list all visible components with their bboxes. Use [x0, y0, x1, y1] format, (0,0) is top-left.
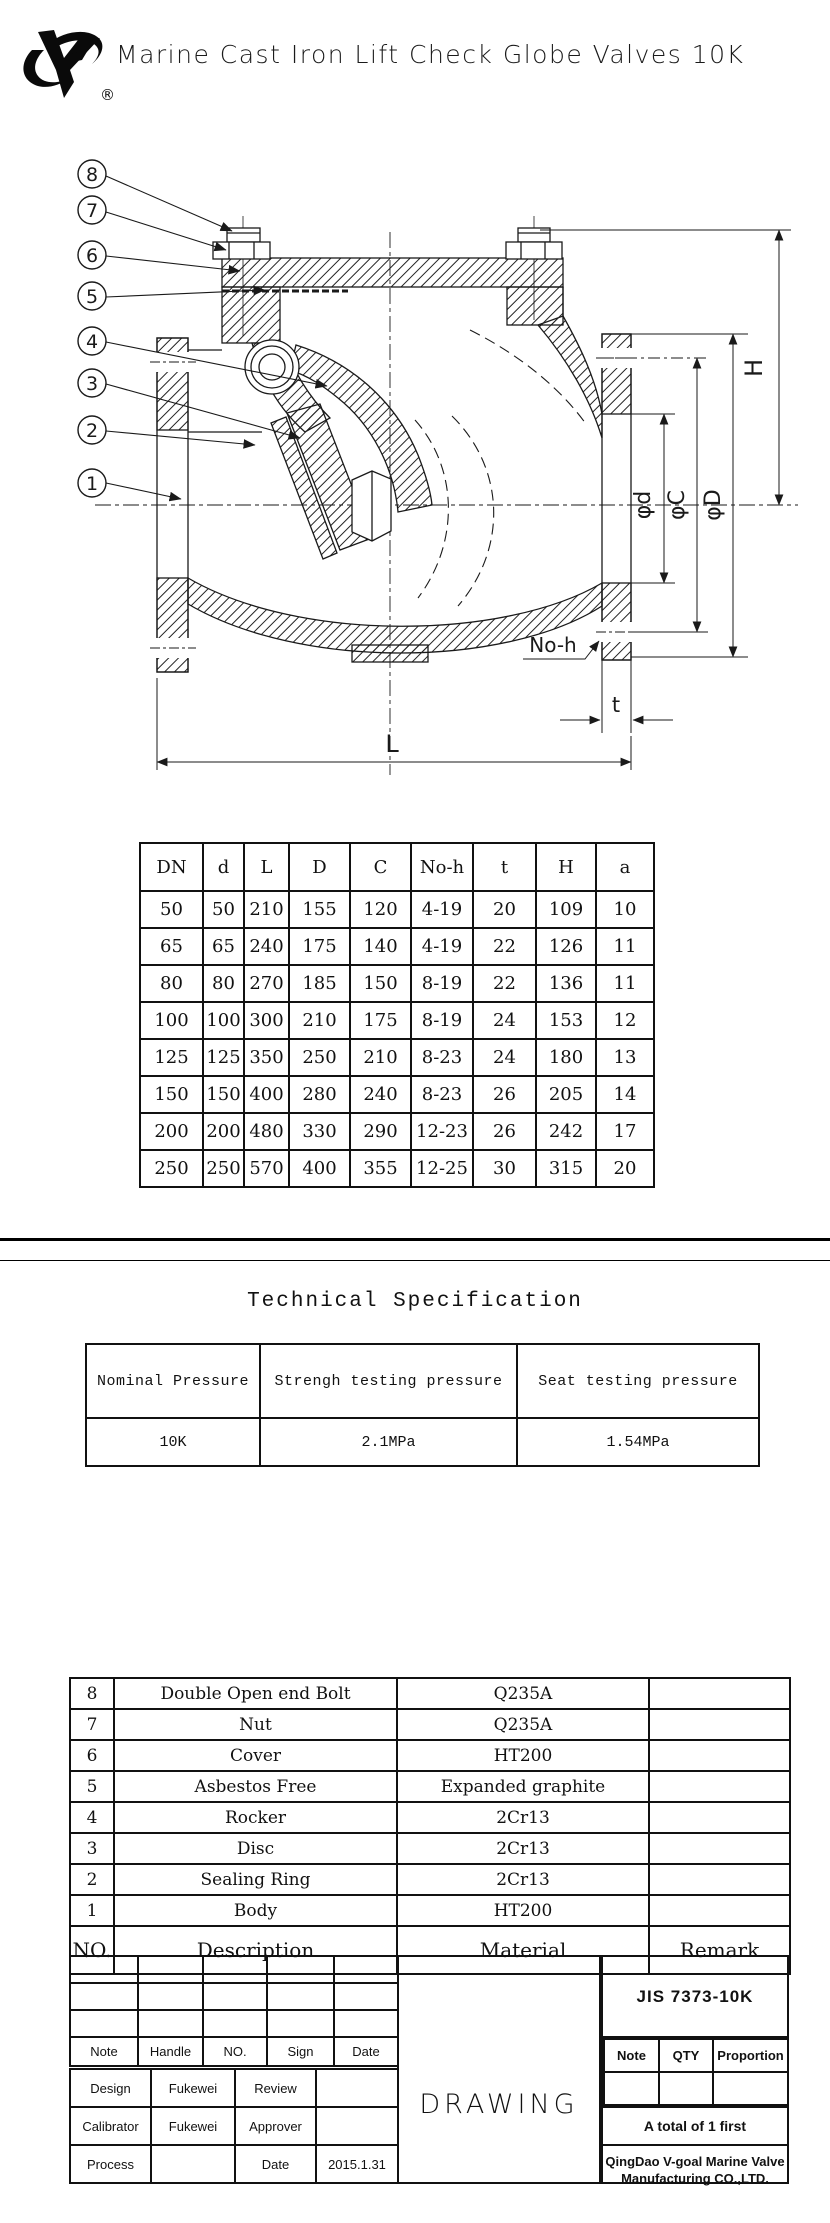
dim-value-cell: 12-25: [411, 1150, 473, 1187]
revision-empty-cell: [70, 1956, 138, 1983]
flow-dashed-arcs: [415, 330, 586, 606]
revision-empty-row: [70, 2010, 398, 2037]
dim-col-header: d: [203, 843, 244, 891]
dim-value-row: [140, 1039, 654, 1076]
dim-value-cell: 17: [596, 1113, 654, 1150]
dim-col-header: No-h: [411, 843, 473, 891]
signature-grid: [69, 2068, 399, 2184]
dimension-table: [139, 842, 655, 1188]
dim-value-cell: 20: [473, 891, 536, 928]
tech-spec-value-row: [86, 1418, 759, 1466]
dim-value-cell: 175: [289, 928, 350, 965]
dim-value-cell: 125: [140, 1039, 203, 1076]
revision-empty-row: [70, 1956, 398, 1983]
dim-value-cell: 125: [203, 1039, 244, 1076]
part-row: [70, 1771, 790, 1802]
dim-value-cell: 100: [140, 1002, 203, 1039]
revision-empty-cell: [138, 1983, 203, 2010]
dim-value-row: [140, 965, 654, 1002]
part-cell: 8: [70, 1678, 114, 1709]
dim-value-cell: 175: [350, 1002, 411, 1039]
spec-value: 1.54MPa: [517, 1418, 759, 1466]
dim-value-cell: 4-19: [411, 891, 473, 928]
dim-value-cell: 400: [244, 1076, 289, 1113]
dim-value-row: [140, 1150, 654, 1187]
dim-label-phi-C: φC: [665, 490, 690, 520]
qty-proportion-grid: [603, 2038, 787, 2108]
dim-value-cell: 300: [244, 1002, 289, 1039]
dim-value-cell: 120: [350, 891, 411, 928]
dim-value-cell: 210: [350, 1039, 411, 1076]
callout-2: 2: [85, 420, 99, 442]
part-cell: Double Open end Bolt: [114, 1678, 397, 1709]
dim-value-cell: 153: [536, 1002, 596, 1039]
dim-value-cell: 126: [536, 928, 596, 965]
company-name-line2: Manufacturing CO.,LTD.: [621, 2171, 769, 2186]
part-cell: Nut: [114, 1709, 397, 1740]
dim-value-row: [140, 1113, 654, 1150]
dim-value-cell: 8-19: [411, 1002, 473, 1039]
dim-value-cell: 30: [473, 1150, 536, 1187]
callout-5: 5: [85, 286, 99, 308]
part-cell: 2: [70, 1864, 114, 1895]
signature-row: [70, 2145, 398, 2183]
dim-value-cell: 210: [244, 891, 289, 928]
parts-header-cell: Remark: [649, 1926, 790, 1974]
part-cell: Rocker: [114, 1802, 397, 1833]
part-row: [70, 1833, 790, 1864]
tech-spec-table: [85, 1343, 760, 1467]
part-cell: [649, 1833, 790, 1864]
signature-cell: Review: [235, 2069, 316, 2107]
part-cell: Body: [114, 1895, 397, 1926]
part-cell: Cover: [114, 1740, 397, 1771]
dim-value-cell: 11: [596, 928, 654, 965]
part-cell: [649, 1802, 790, 1833]
qty-proportion-empty-row: [604, 2072, 788, 2105]
dim-col-header: L: [244, 843, 289, 891]
dim-label-L: L: [385, 730, 399, 758]
dim-value-cell: 14: [596, 1076, 654, 1113]
tech-spec-header-row: [86, 1344, 759, 1418]
part-row: [70, 1709, 790, 1740]
part-cell: 7: [70, 1709, 114, 1740]
part-cell: 2Cr13: [397, 1864, 649, 1895]
dim-value-cell: 155: [289, 891, 350, 928]
dim-value-cell: 270: [244, 965, 289, 1002]
tech-spec-title: Technical Specification: [247, 1290, 583, 1313]
parts-header-cell: Description: [114, 1926, 397, 1974]
revision-empty-cell: [203, 1956, 267, 1983]
dim-value-cell: 109: [536, 891, 596, 928]
dim-value-cell: 250: [289, 1039, 350, 1076]
dim-value-cell: 240: [244, 928, 289, 965]
dim-value-cell: 150: [140, 1076, 203, 1113]
dim-value-cell: 50: [140, 891, 203, 928]
part-cell: Sealing Ring: [114, 1864, 397, 1895]
parts-header-cell: NO.: [70, 1926, 114, 1974]
revision-empty-cell: [203, 2010, 267, 2037]
part-cell: [649, 1895, 790, 1926]
part-row: [70, 1802, 790, 1833]
signature-row: [70, 2107, 398, 2145]
part-cell: 3: [70, 1833, 114, 1864]
dim-value-cell: 242: [536, 1113, 596, 1150]
part-cell: [649, 1864, 790, 1895]
dim-value-row: [140, 1076, 654, 1113]
company-name: [603, 2146, 787, 2194]
dim-value-cell: 480: [244, 1113, 289, 1150]
part-cell: [649, 1740, 790, 1771]
revision-empty-cell: [267, 1956, 334, 1983]
dim-value-cell: 355: [350, 1150, 411, 1187]
revision-header-cell: Sign: [267, 2037, 334, 2066]
signature-cell: Approver: [235, 2107, 316, 2145]
part-cell: 2Cr13: [397, 1802, 649, 1833]
dim-value-cell: 4-19: [411, 928, 473, 965]
drawing-label-cell: [397, 1955, 601, 2184]
dim-value-cell: 350: [244, 1039, 289, 1076]
company-name-line1: QingDao V-goal Marine Valve: [605, 2154, 785, 2169]
qty-empty: [604, 2072, 659, 2105]
revision-empty-cell: [70, 1983, 138, 2010]
dim-value-cell: 22: [473, 965, 536, 1002]
dim-value-cell: 400: [289, 1150, 350, 1187]
divider-thick: [0, 1238, 830, 1241]
parts-list-table: [69, 1677, 791, 1975]
sheet-total-note: A total of 1 first: [603, 2108, 787, 2146]
callout-6: 6: [85, 245, 99, 267]
dim-value-cell: 22: [473, 928, 536, 965]
dim-value-cell: 180: [536, 1039, 596, 1076]
dim-value-cell: 240: [350, 1076, 411, 1113]
part-cell: 4: [70, 1802, 114, 1833]
cover-section: [222, 258, 563, 343]
dim-value-cell: 250: [203, 1150, 244, 1187]
dim-value-cell: 200: [140, 1113, 203, 1150]
parts-header-cell: Material: [397, 1926, 649, 1974]
dim-value-row: [140, 891, 654, 928]
revision-empty-row: [70, 1983, 398, 2010]
revision-empty-cell: [138, 2010, 203, 2037]
dim-value-cell: 100: [203, 1002, 244, 1039]
qty-header: Proportion: [713, 2039, 788, 2072]
signature-cell: Design: [70, 2069, 151, 2107]
part-row: [70, 1678, 790, 1709]
part-cell: 2Cr13: [397, 1833, 649, 1864]
dim-col-header: a: [596, 843, 654, 891]
part-cell: Q235A: [397, 1678, 649, 1709]
page-title: Marine Cast Iron Lift Check Globe Valves 10K: [116, 40, 745, 69]
dim-col-header: DN: [140, 843, 203, 891]
signature-cell: Fukewei: [151, 2107, 235, 2145]
registered-trademark: ®: [100, 86, 115, 104]
part-cell: [649, 1678, 790, 1709]
part-cell: Asbestos Free: [114, 1771, 397, 1802]
spec-value: 2.1MPa: [260, 1418, 517, 1466]
dim-value-cell: 80: [140, 965, 203, 1002]
part-row: [70, 1740, 790, 1771]
qty-proportion-header-row: [604, 2039, 788, 2072]
part-row: [70, 1864, 790, 1895]
dim-value-cell: 136: [536, 965, 596, 1002]
dim-value-row: [140, 928, 654, 965]
drawing-label: DRAWING: [419, 2089, 579, 2120]
revision-empty-cell: [334, 1983, 398, 2010]
dim-value-cell: 210: [289, 1002, 350, 1039]
dim-value-cell: 24: [473, 1002, 536, 1039]
dim-col-header: t: [473, 843, 536, 891]
dimension-table-header-row: [140, 843, 654, 891]
signature-cell: 2015.1.31: [316, 2145, 398, 2183]
dim-value-cell: 13: [596, 1039, 654, 1076]
dim-value-cell: 11: [596, 965, 654, 1002]
revision-empty-cell: [334, 1956, 398, 1983]
dim-value-cell: 26: [473, 1076, 536, 1113]
revision-empty-cell: [70, 2010, 138, 2037]
dim-value-cell: 330: [289, 1113, 350, 1150]
qty-empty: [713, 2072, 788, 2105]
callout-1: 1: [85, 473, 99, 495]
dim-value-cell: 20: [596, 1150, 654, 1187]
dim-col-header: H: [536, 843, 596, 891]
rocker-disc-assembly: [245, 340, 432, 559]
revision-grid: [69, 1955, 399, 2067]
revision-empty-cell: [203, 1983, 267, 2010]
dim-value-cell: 205: [536, 1076, 596, 1113]
dim-label-No-h: No-h: [529, 633, 577, 657]
revision-header-cell: Handle: [138, 2037, 203, 2066]
callout-8: 8: [85, 164, 99, 186]
standard-code: JIS 7373-10K: [603, 1957, 787, 2038]
dim-label-t: t: [611, 693, 621, 717]
spec-col-header: Strengh testing pressure: [260, 1344, 517, 1418]
dim-value-cell: 10: [596, 891, 654, 928]
dim-value-cell: 200: [203, 1113, 244, 1150]
dim-col-header: D: [289, 843, 350, 891]
revision-empty-cell: [267, 2010, 334, 2037]
signature-cell: Process: [70, 2145, 151, 2183]
part-cell: [649, 1771, 790, 1802]
spec-value: 10K: [86, 1418, 260, 1466]
callout-7: 7: [85, 200, 99, 222]
qty-header: Note: [604, 2039, 659, 2072]
qty-empty: [659, 2072, 713, 2105]
dim-value-cell: 8-23: [411, 1039, 473, 1076]
signature-cell: Calibrator: [70, 2107, 151, 2145]
signature-cell: Fukewei: [151, 2069, 235, 2107]
signature-row: [70, 2069, 398, 2107]
revision-header-row: [70, 2037, 398, 2066]
dim-value-cell: 26: [473, 1113, 536, 1150]
revision-header-cell: Date: [334, 2037, 398, 2066]
part-cell: 6: [70, 1740, 114, 1771]
signature-cell: [151, 2145, 235, 2183]
divider-thin: [0, 1260, 830, 1261]
revision-header-cell: Note: [70, 2037, 138, 2066]
dim-value-cell: 185: [289, 965, 350, 1002]
signature-cell: [316, 2069, 398, 2107]
dim-value-cell: 8-19: [411, 965, 473, 1002]
dim-value-cell: 65: [140, 928, 203, 965]
dim-value-cell: 24: [473, 1039, 536, 1076]
dim-value-cell: 315: [536, 1150, 596, 1187]
dim-value-cell: 280: [289, 1076, 350, 1113]
dim-value-cell: 12: [596, 1002, 654, 1039]
dim-value-cell: 250: [140, 1150, 203, 1187]
callout-4: 4: [85, 331, 99, 353]
dim-value-cell: 12-23: [411, 1113, 473, 1150]
part-row: [70, 1895, 790, 1926]
dim-value-cell: 65: [203, 928, 244, 965]
dim-label-phi-D: φD: [701, 489, 726, 521]
dim-value-row: [140, 1002, 654, 1039]
part-cell: 5: [70, 1771, 114, 1802]
part-cell: HT200: [397, 1895, 649, 1926]
dim-label-phi-d: φd: [631, 490, 656, 520]
dim-value-cell: 290: [350, 1113, 411, 1150]
revision-empty-cell: [138, 1956, 203, 1983]
revision-header-cell: NO.: [203, 2037, 267, 2066]
dim-value-cell: 140: [350, 928, 411, 965]
part-cell: 1: [70, 1895, 114, 1926]
spec-col-header: Seat testing pressure: [517, 1344, 759, 1418]
dim-value-cell: 8-23: [411, 1076, 473, 1113]
dim-value-cell: 570: [244, 1150, 289, 1187]
part-cell: HT200: [397, 1740, 649, 1771]
dim-value-cell: 150: [203, 1076, 244, 1113]
spec-col-header: Nominal Pressure: [86, 1344, 260, 1418]
valve-cross-section-drawing: [0, 90, 830, 840]
qty-header: QTY: [659, 2039, 713, 2072]
part-cell: Expanded graphite: [397, 1771, 649, 1802]
signature-cell: [316, 2107, 398, 2145]
part-cell: [649, 1709, 790, 1740]
dim-value-cell: 150: [350, 965, 411, 1002]
dim-col-header: C: [350, 843, 411, 891]
dim-value-cell: 80: [203, 965, 244, 1002]
title-block-right: [601, 1955, 789, 2184]
centerlines: [95, 232, 798, 775]
revision-empty-cell: [334, 2010, 398, 2037]
part-cell: Q235A: [397, 1709, 649, 1740]
part-cell: Disc: [114, 1833, 397, 1864]
signature-cell: Date: [235, 2145, 316, 2183]
callout-3: 3: [85, 373, 99, 395]
dim-label-H: H: [740, 358, 768, 378]
dim-value-cell: 50: [203, 891, 244, 928]
revision-empty-cell: [267, 1983, 334, 2010]
